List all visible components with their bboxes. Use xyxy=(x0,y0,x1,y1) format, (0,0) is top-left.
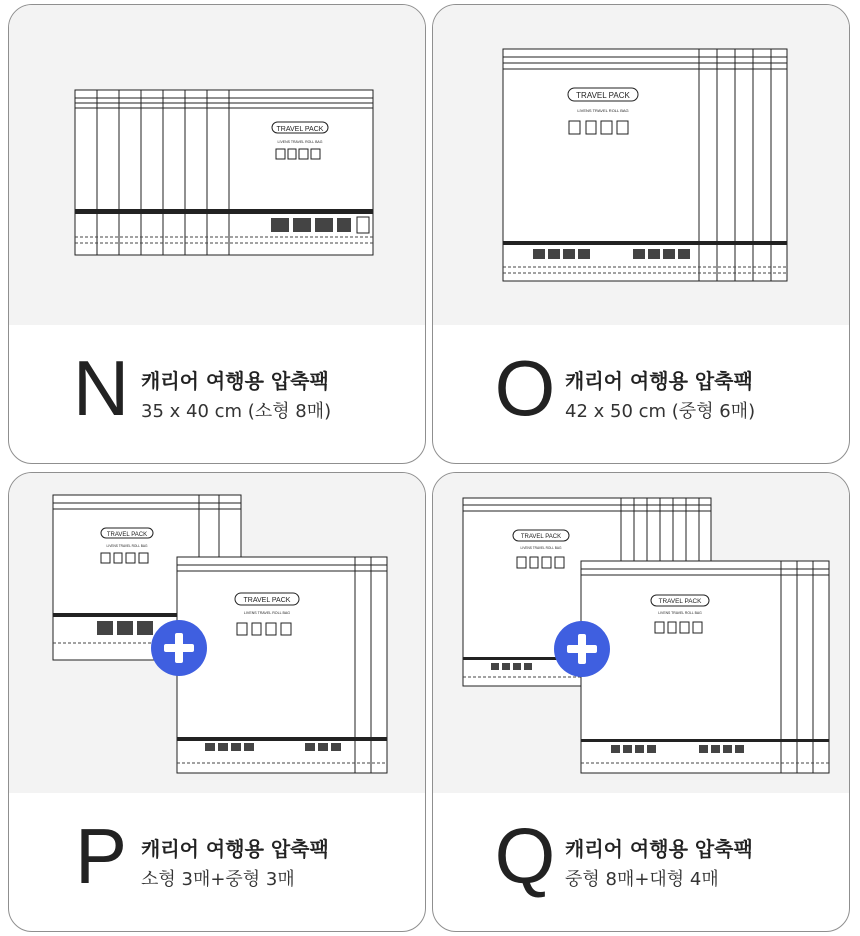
bag-logo: TRAVEL PACK xyxy=(658,598,702,605)
product-card-n[interactable] xyxy=(8,4,426,464)
bag-logo-small: TRAVEL PACK xyxy=(106,532,148,538)
bag-stack-illustration xyxy=(9,473,426,793)
product-image-o xyxy=(433,5,849,325)
product-title: 캐리어 여행용 압축팩 xyxy=(141,837,329,861)
bag-stack-illustration xyxy=(9,5,426,325)
plus-icon xyxy=(554,621,610,677)
bag-stack-illustration xyxy=(433,5,850,325)
bag-logo: TRAVEL PACK xyxy=(243,597,291,604)
bag-subtitle: LIVENS TRAVEL ROLL BAG xyxy=(658,611,702,615)
bag-subtitle-medium: LIVENS TRAVEL ROLL BAG xyxy=(520,546,562,550)
bag-logo-medium: TRAVEL PACK xyxy=(520,534,562,540)
product-spec: 42 x 50 cm (중형 6매) xyxy=(565,401,756,422)
product-letter: O xyxy=(494,344,556,432)
product-image-p xyxy=(9,473,425,793)
bag-subtitle: LIVENS TRAVEL ROLL BAG xyxy=(243,611,291,615)
product-spec: 중형 8매+대형 4매 xyxy=(565,869,719,890)
product-spec: 소형 3매+중형 3매 xyxy=(141,869,295,890)
product-letter: P xyxy=(74,812,128,900)
product-title: 캐리어 여행용 압축팩 xyxy=(141,369,329,393)
product-image-q xyxy=(433,473,849,793)
bag-subtitle-small: LIVENS TRAVEL ROLL BAG xyxy=(106,544,148,548)
bag-logo: TRAVEL PACK xyxy=(276,126,324,133)
product-letter: Q xyxy=(494,812,556,900)
product-letter: N xyxy=(72,344,130,432)
bag-logo: TRAVEL PACK xyxy=(576,91,630,100)
product-card-o[interactable] xyxy=(432,4,850,464)
bag-subtitle: LIVENS TRAVEL ROLL BAG xyxy=(577,108,629,113)
product-title: 캐리어 여행용 압축팩 xyxy=(565,837,753,861)
product-card-q[interactable] xyxy=(432,472,850,932)
bag-stack-illustration xyxy=(433,473,850,793)
product-image-n xyxy=(9,5,425,325)
product-title: 캐리어 여행용 압축팩 xyxy=(565,369,753,393)
bag-subtitle: LIVENS TRAVEL ROLL BAG xyxy=(277,140,323,144)
product-card-p[interactable] xyxy=(8,472,426,932)
product-spec: 35 x 40 cm (소형 8매) xyxy=(141,401,332,422)
plus-icon xyxy=(151,620,207,676)
